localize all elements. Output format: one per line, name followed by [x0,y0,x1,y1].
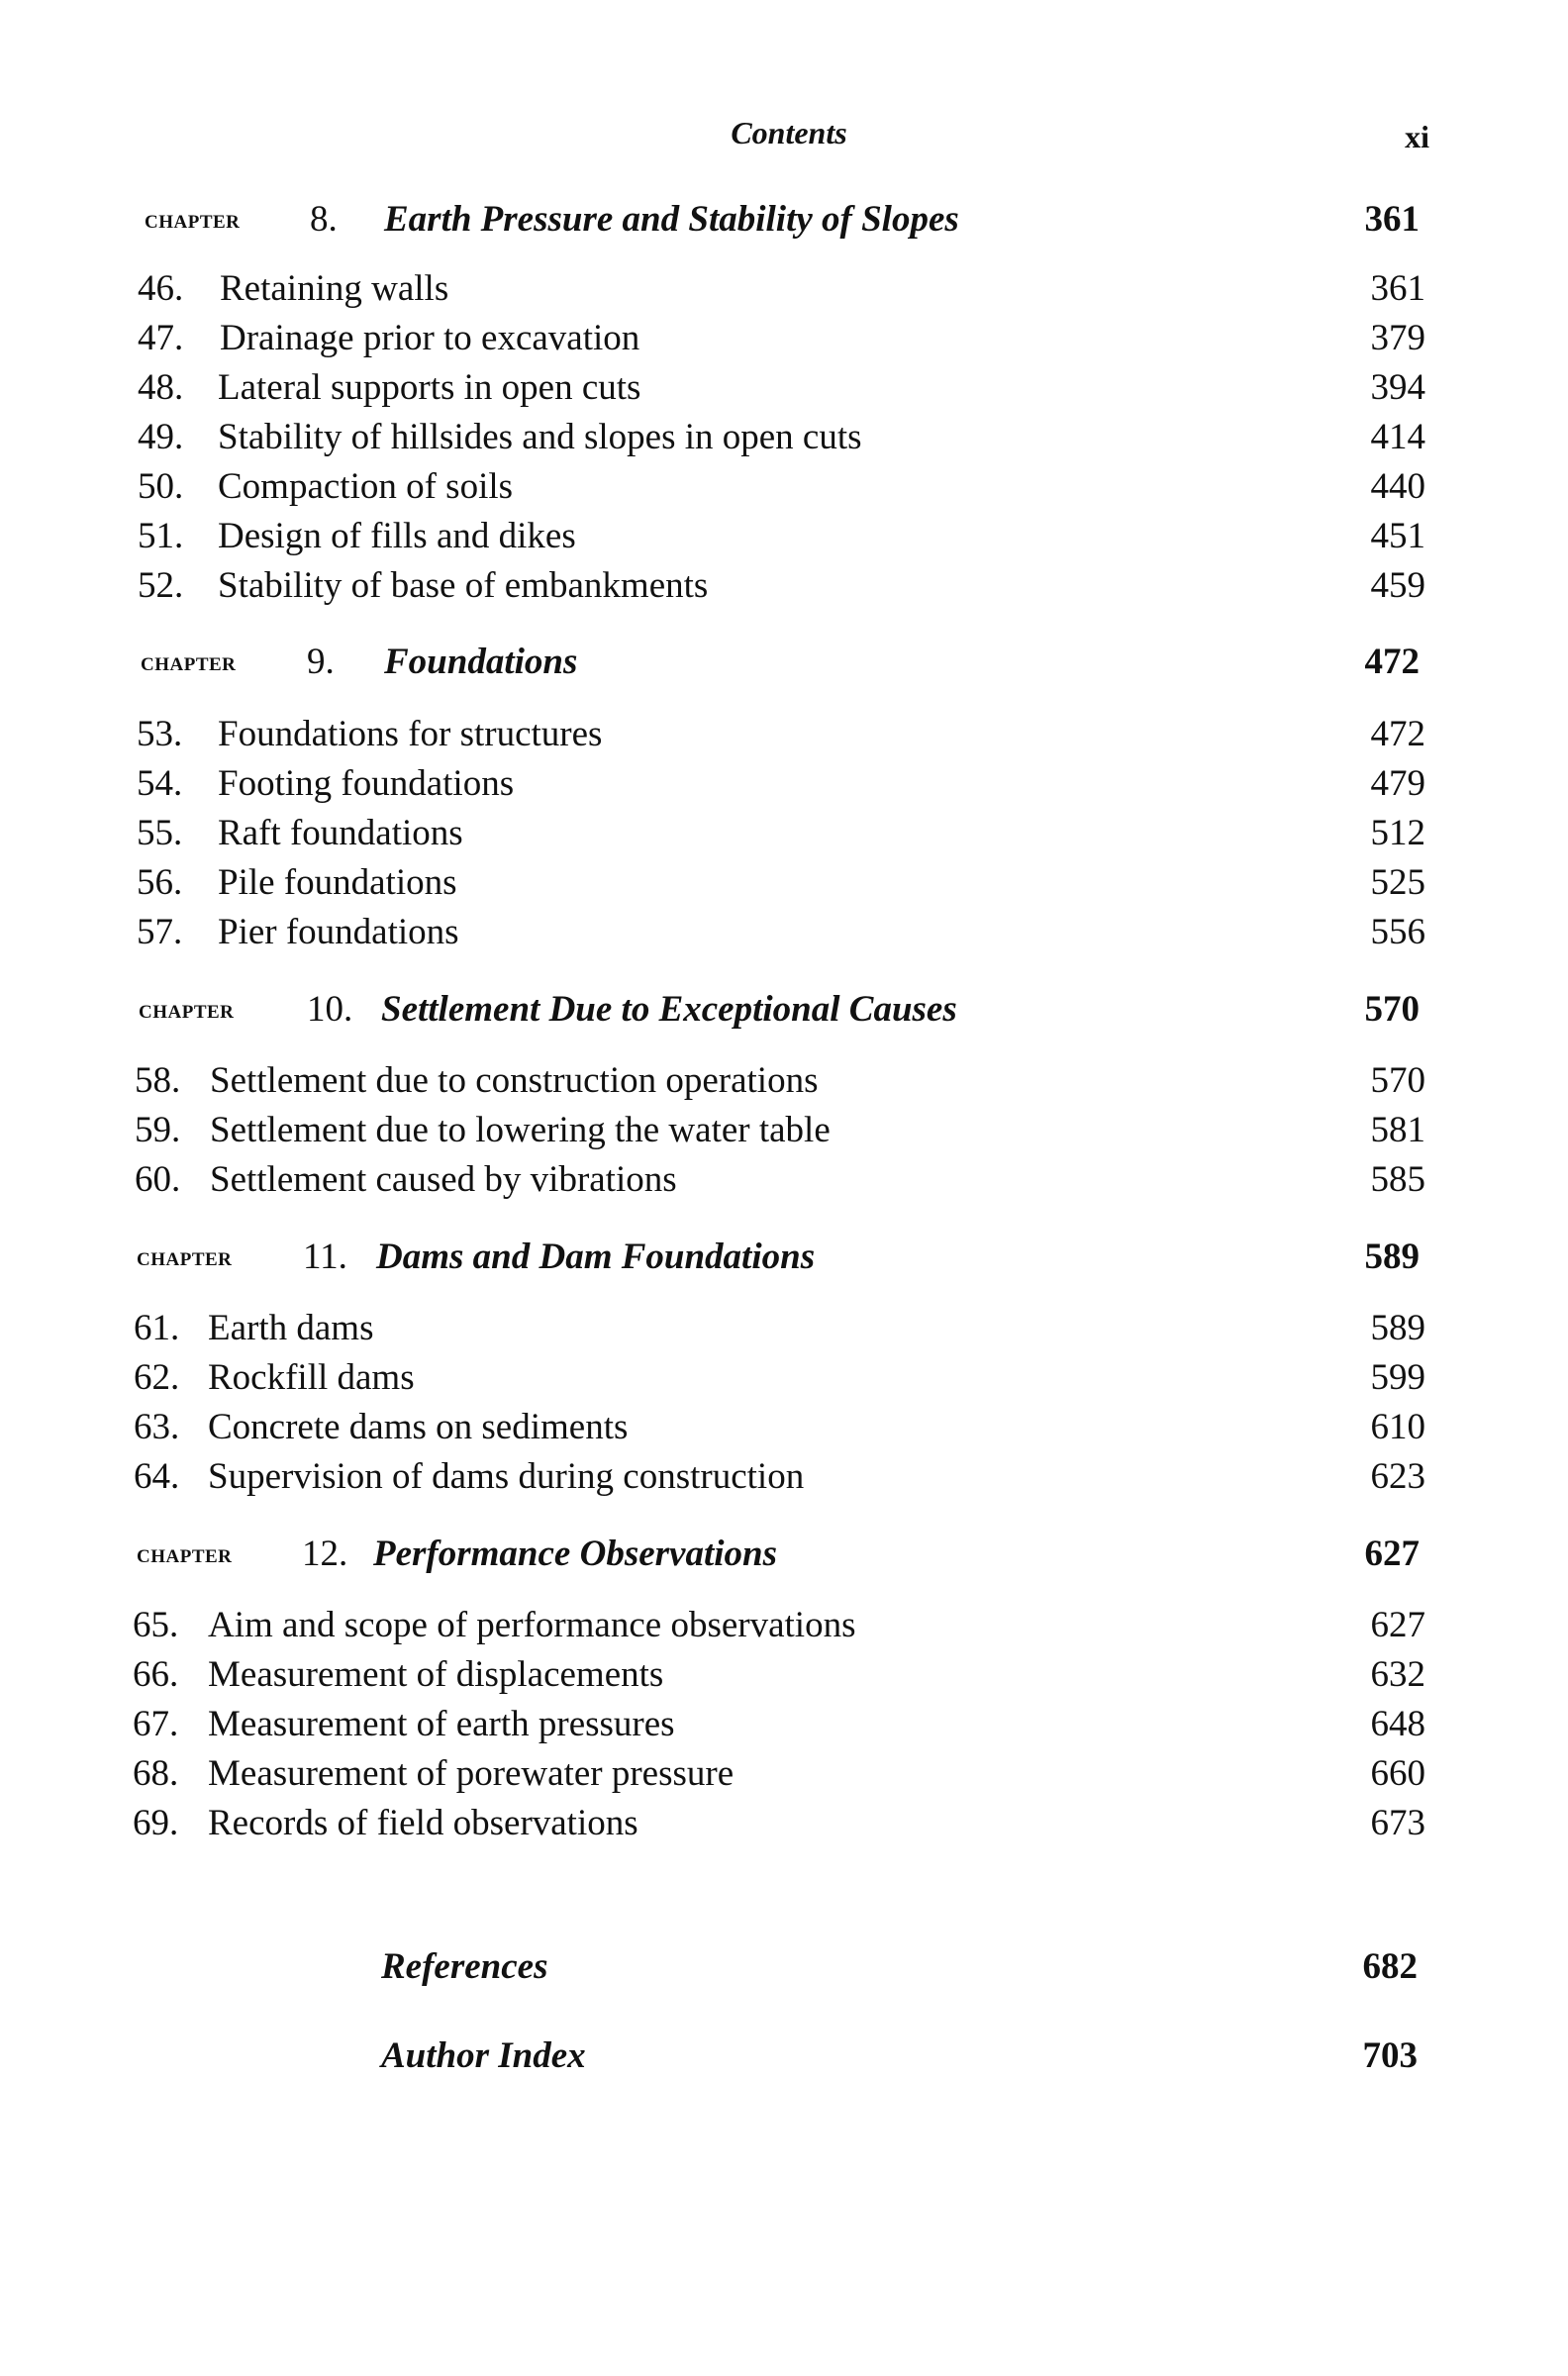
section-number: 64. [134,1456,180,1497]
references-page: 682 [1362,1946,1418,1987]
toc-entry [0,1307,1568,1356]
section-number: 51. [138,516,184,556]
back-matter-entry [0,1945,1568,1995]
section-page: 589 [1370,1308,1425,1348]
section-title: Raft foundations [218,813,463,853]
section-title: Rockfill dams [208,1357,415,1398]
chapter-number: 11. [303,1237,347,1277]
section-page: 623 [1370,1456,1425,1497]
chapter-page: 570 [1364,989,1420,1030]
toc-entry [0,1653,1568,1703]
chapter-number: 12. [302,1534,348,1574]
section-number: 59. [135,1110,181,1150]
toc-entry [0,416,1568,465]
section-page: 512 [1370,813,1425,853]
section-page: 440 [1370,466,1425,507]
section-title: Drainage prior to excavation [220,318,640,358]
chapter-heading [0,1236,1568,1285]
section-title: Supervision of dams during construction [208,1456,805,1497]
section-number: 63. [134,1407,180,1447]
toc-entry [0,1406,1568,1455]
section-number: 68. [133,1753,179,1794]
section-title: Pier foundations [218,912,459,952]
section-page: 479 [1370,763,1425,804]
section-title: Pile foundations [218,862,457,903]
author-index-title: Author Index [381,2035,586,2076]
section-page: 556 [1370,912,1425,952]
chapter-page: 361 [1364,199,1420,240]
chapter-heading [0,1533,1568,1582]
section-number: 48. [138,367,184,408]
section-page: 632 [1370,1654,1425,1695]
section-title: Stability of hillsides and slopes in open cuts [218,417,862,457]
section-number: 49. [138,417,184,457]
chapter-label: chapter [139,994,235,1024]
chapter-number: 10. [307,989,353,1030]
section-number: 46. [138,268,184,309]
author-index-page: 703 [1362,2035,1418,2076]
toc-entry [0,465,1568,515]
section-title: Footing foundations [218,763,515,804]
section-number: 57. [137,912,183,952]
toc-entry [0,1752,1568,1802]
chapter-title: Performance Observations [373,1534,777,1574]
chapter-number: 8. [310,199,338,240]
section-title: Settlement caused by vibrations [210,1159,677,1200]
section-number: 67. [133,1704,179,1744]
chapter-label: chapter [137,1241,233,1271]
running-title: Contents [731,115,847,150]
toc-entry [0,812,1568,861]
chapter-label: chapter [137,1538,233,1568]
toc-entry [0,564,1568,614]
section-page: 599 [1370,1357,1425,1398]
section-number: 47. [138,318,184,358]
toc-entry [0,713,1568,762]
section-number: 53. [137,714,183,754]
section-number: 69. [133,1803,179,1843]
section-title: Settlement due to lowering the water table [210,1110,831,1150]
section-number: 50. [138,466,184,507]
section-page: 459 [1370,565,1425,606]
toc-entry [0,1059,1568,1109]
section-title: Stability of base of embankments [218,565,709,606]
chapter-page: 589 [1364,1237,1420,1277]
section-number: 54. [137,763,183,804]
section-title: Retaining walls [220,268,449,309]
chapter-heading [0,641,1568,690]
chapter-heading [0,988,1568,1038]
toc-entry [0,267,1568,317]
toc-entry [0,1802,1568,1851]
section-page: 394 [1370,367,1425,408]
toc-entry [0,762,1568,812]
chapter-heading [0,198,1568,248]
back-matter-entry [0,2034,1568,2084]
section-number: 61. [134,1308,180,1348]
toc-entry [0,1703,1568,1752]
toc-entry [0,861,1568,911]
section-page: 414 [1370,417,1425,457]
section-title: Measurement of porewater pressure [208,1753,735,1794]
toc-entry [0,1455,1568,1505]
section-page: 627 [1370,1605,1425,1645]
toc-entry [0,515,1568,564]
section-page: 379 [1370,318,1425,358]
section-page: 673 [1370,1803,1425,1843]
section-page: 451 [1370,516,1425,556]
toc-entry [0,911,1568,960]
references-title: References [381,1946,548,1987]
section-page: 570 [1370,1060,1425,1101]
section-page: 648 [1370,1704,1425,1744]
section-number: 65. [133,1605,179,1645]
section-title: Measurement of earth pressures [208,1704,675,1744]
section-title: Lateral supports in open cuts [218,367,641,408]
section-number: 66. [133,1654,179,1695]
toc-entry [0,1109,1568,1158]
section-title: Earth dams [208,1308,374,1348]
toc-entry [0,1604,1568,1653]
section-number: 56. [137,862,183,903]
chapter-label: chapter [145,204,241,234]
section-number: 60. [135,1159,181,1200]
chapter-title: Earth Pressure and Stability of Slopes [384,199,959,240]
section-page: 585 [1370,1159,1425,1200]
chapter-title: Settlement Due to Exceptional Causes [381,989,957,1030]
section-number: 55. [137,813,183,853]
section-title: Foundations for structures [218,714,603,754]
section-page: 525 [1370,862,1425,903]
section-title: Compaction of soils [218,466,514,507]
section-number: 62. [134,1357,180,1398]
section-number: 52. [138,565,184,606]
section-title: Design of fills and dikes [218,516,576,556]
section-title: Concrete dams on sediments [208,1407,629,1447]
page-folio: xi [1405,119,1429,154]
section-title: Records of field observations [208,1803,638,1843]
chapter-label: chapter [141,646,237,676]
section-page: 610 [1370,1407,1425,1447]
toc-entry [0,317,1568,366]
section-page: 472 [1370,714,1425,754]
section-page: 660 [1370,1753,1425,1794]
section-title: Settlement due to construction operations [210,1060,819,1101]
chapter-title: Dams and Dam Foundations [376,1237,816,1277]
section-number: 58. [135,1060,181,1101]
chapter-number: 9. [307,642,335,682]
section-title: Aim and scope of performance observations [208,1605,856,1645]
section-page: 361 [1370,268,1425,309]
toc-entry [0,1356,1568,1406]
chapter-page: 627 [1364,1534,1420,1574]
chapter-page: 472 [1364,642,1420,682]
toc-entry [0,1158,1568,1208]
toc-entry [0,366,1568,416]
section-page: 581 [1370,1110,1425,1150]
running-head [0,115,1568,158]
chapter-title: Foundations [384,642,578,682]
section-title: Measurement of displacements [208,1654,664,1695]
